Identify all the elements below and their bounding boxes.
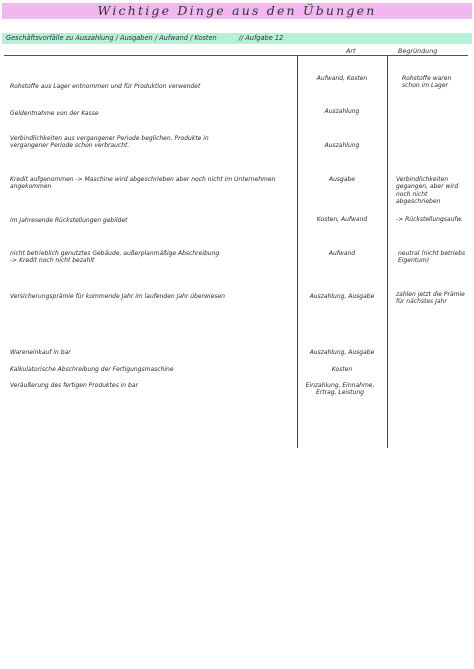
subtitle-topic: Geschäftsvorfälle zu Auszahlung / Ausgaben / Aufwand / Kosten <box>6 34 217 42</box>
row-1-begruendung: Rohstoffe waren schon im Lager <box>402 75 452 90</box>
row-3-description: Verbindlichkeiten aus vergangener Periode beglichen. Produkte in vergangener Periode schon verbraucht. <box>10 135 209 150</box>
row-6-art: Aufwand <box>328 250 356 257</box>
column-header-art: Art <box>346 47 356 55</box>
row-6-begruendung: neutral (nicht betriebs Eigentum) <box>398 250 466 265</box>
row-5-description: im Jahresende Rückstellungen gebildet <box>10 217 128 224</box>
row-10-description: Veräußerung des fertigen Produktes in bar <box>10 382 138 389</box>
column-header-begruendung: Begründung <box>398 47 438 55</box>
column-divider-art <box>297 56 298 448</box>
page-title: Wichtige Dinge aus den Übungen <box>97 3 377 18</box>
row-2-art: Auszahlung <box>324 108 360 115</box>
row-3-art: Auszahlung <box>324 142 360 149</box>
row-4-description: Kredit aufgenommen -> Maschine wird abgeschrieben aber noch nicht im Unternehmen angekommen <box>10 176 276 191</box>
subtitle <box>6 34 283 42</box>
row-7-art: Auszahlung, Ausgabe <box>309 293 375 300</box>
row-9-description: Kalkulatorische Abschreibung der Fertigungsmaschine <box>10 366 174 373</box>
row-1-description: Rohstoffe aus Lager entnommen und für Produktion verwendet <box>10 83 201 90</box>
row-10-art: Einzahlung, Einnahme, Ertrag, Leistung <box>305 382 375 397</box>
column-divider-begruendung <box>387 56 388 448</box>
table-header-rule <box>4 55 468 56</box>
row-6-description: nicht betrieblich genutztes Gebäude, außerplanmäßige Abschreibung -> Kredit noch nicht bezahlt <box>10 250 220 265</box>
subtitle-aufgabe: // Aufgabe 12 <box>238 34 284 42</box>
row-4-begruendung: Verbindlichkeiten gegangen, aber wird noch nicht abgeschrieben <box>396 176 459 206</box>
row-5-begruendung: -> Rückstellungsaufw. <box>396 216 463 223</box>
row-7-begruendung: zahlen jetzt die Prämie für nächstes Jahr <box>396 291 465 306</box>
row-8-art: Auszahlung, Ausgabe <box>309 349 375 356</box>
row-7-description: Versicherungsprämie für kommende Jahr im laufenden Jahr überwiesen <box>10 293 225 300</box>
row-4-art: Ausgabe <box>328 176 356 183</box>
row-2-description: Geldentnahme von der Kasse <box>10 110 99 117</box>
row-9-art: Kosten <box>331 366 353 373</box>
row-1-art: Aufwand, Kosten <box>316 75 368 82</box>
row-8-description: Wareneinkauf in bar <box>10 349 71 356</box>
row-5-art: Kosten, Aufwand <box>316 216 368 223</box>
